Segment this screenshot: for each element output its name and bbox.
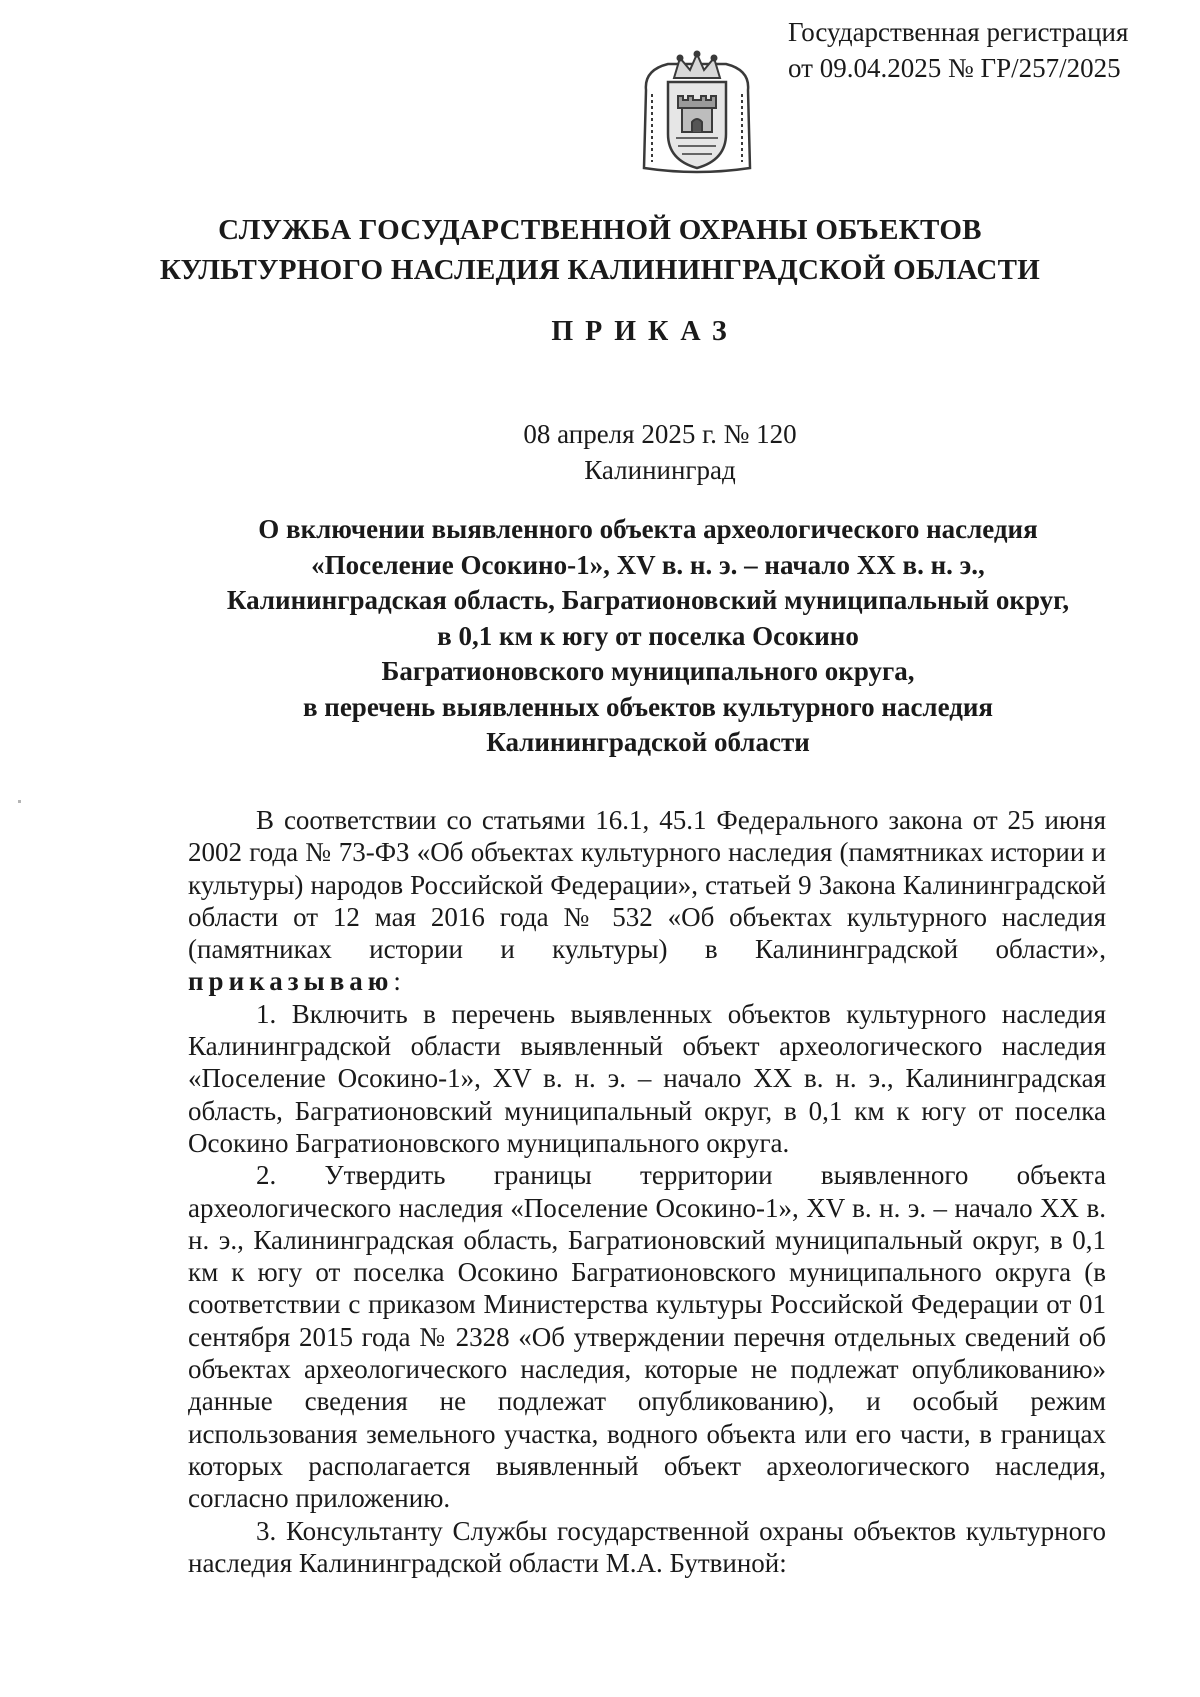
order-colon: : bbox=[393, 966, 401, 997]
order-body bbox=[188, 804, 1106, 1579]
preamble-text: В соответствии со статьями 16.1, 45.1 Федерального закона от 25 июня 2002 года № 73-ФЗ «Об объектах культурного наследия (памятниках истории и культуры) народов Российской Федерации», статьей 9 Закона Калининградской области от 12 мая 2016 года № 532 «Об объектах культурного наследия (памятниках истории и культуры) в Калининградской области», bbox=[188, 805, 1106, 965]
subject-line: О включении выявленного объекта археологического наследия bbox=[258, 514, 1038, 544]
subject-line: Калининградской области bbox=[486, 727, 810, 757]
subject-line: «Поселение Осокино-1», XV в. н. э. – начало XX в. н. э., bbox=[311, 549, 985, 580]
date-place-block bbox=[0, 416, 1200, 488]
order-subject bbox=[188, 512, 1108, 761]
item-2-paragraph: 2. Утвердить границы территории выявленного объекта археологического наследия «Поселение Осокино-1», XV в. н. э. – начало XX в. н. э., Калининградская область, Багратионовский муниципальный округ, в 0,1 км к югу от поселка Осокино Багратионовского муниципального округа (в соответствии с приказом Министерства культуры Российской Федерации от 01 сентября 2015 года № 2328 «Об утверждении перечня отдельных сведений об объектах археологического наследия, которые не подлежат опубликованию» данные сведения не подлежат опубликованию), и особый режим использования земельного участка, водного объекта или его части, в границах которых располагается выявленный объект археологического наследия, согласно приложению. bbox=[188, 1160, 1106, 1514]
registration-line-2: от 09.04.2025 № ГР/257/2025 bbox=[788, 53, 1121, 83]
subject-line: Калининградская область, Багратионовский муниципальный округ, bbox=[226, 585, 1070, 615]
subject-line: в 0,1 км к югу от поселка Осокино bbox=[437, 620, 859, 651]
agency-line-1: СЛУЖБА ГОСУДАРСТВЕННОЙ ОХРАНЫ ОБЪЕКТОВ bbox=[218, 214, 982, 246]
registration-line-1: Государственная регистрация bbox=[788, 17, 1129, 47]
preamble-paragraph bbox=[188, 804, 1106, 998]
order-keyword: приказываю bbox=[188, 966, 394, 997]
coat-of-arms-icon bbox=[638, 50, 756, 180]
item-1-paragraph: 1. Включить в перечень выявленных объектов культурного наследия Калининградской области выявленный объект археологического наследия «Поселение Осокино-1», XV в. н. э. – начало XX в. н. э., Калининградская область, Багратионовский муниципальный округ, в 0,1 км к югу от поселка Осокино Багратионовского муниципального округа. bbox=[188, 998, 1106, 1158]
item-3-paragraph: 3. Консультанту Службы государственной охраны объектов культурного наследия Калининградской области М.А. Бутвиной: bbox=[188, 1515, 1106, 1578]
order-city: Калининград bbox=[584, 455, 736, 485]
document-type: ПРИКАЗ bbox=[551, 316, 739, 347]
subject-line: Багратионовского муниципального округа, bbox=[381, 656, 915, 686]
agency-name bbox=[0, 210, 1200, 290]
registration-stamp bbox=[788, 14, 1128, 86]
agency-line-2: КУЛЬТУРНОГО НАСЛЕДИЯ КАЛИНИНГРАДСКОЙ ОБЛАСТИ bbox=[159, 254, 1041, 286]
subject-line: в перечень выявленных объектов культурного наследия bbox=[302, 691, 994, 722]
scan-speck bbox=[18, 800, 21, 803]
order-date-number: 08 апреля 2025 г. № 120 bbox=[523, 419, 797, 449]
